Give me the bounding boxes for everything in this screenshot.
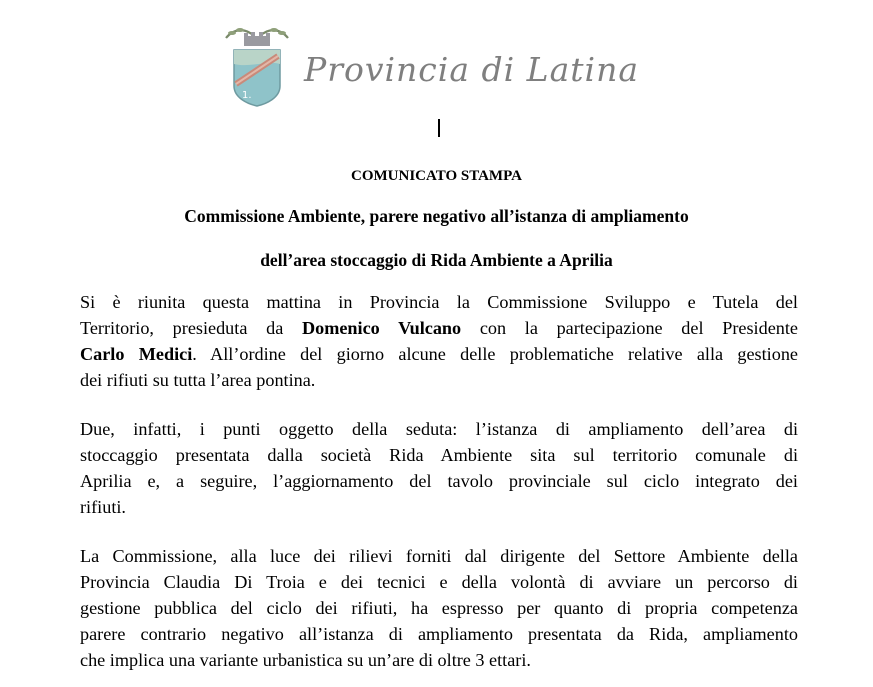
paragraph-1-line-2 (80, 315, 798, 341)
paragraph-1 (80, 289, 798, 393)
paragraph-2-line-2: stoccaggio presentata dalla società Rida Ambiente sita sul territorio comunale di (80, 445, 798, 465)
province-coat-of-arms-icon (220, 24, 294, 108)
paragraph-3-line-4: parere contrario negativo all’istanza di ampliamento presentata da Rida, ampliamento (80, 624, 798, 644)
svg-text:1.: 1. (242, 90, 252, 101)
text-segment: Territorio, presieduta da (80, 318, 302, 338)
paragraph-3-line-2: Provincia Claudia Di Troia e dei tecnici e della volontà di avviare un percorso di (80, 572, 798, 592)
paragraph-1-line-1: Si è riunita questa mattina in Provincia la Commissione Sviluppo e Tutela del (80, 292, 798, 312)
paragraph-2-line-1: Due, infatti, i punti oggetto della seduta: l’istanza di ampliamento dell’area di (80, 419, 798, 439)
paragraph-1-line-3 (80, 341, 798, 367)
chairman-name: Domenico Vulcano (301, 318, 462, 338)
paragraph-2-line-3: Aprilia e, a seguire, l’aggiornamento del tavolo provinciale sul ciclo integrato dei (80, 471, 798, 491)
brand-name: Provincia di Latina (304, 50, 639, 89)
paragraph-3-line-3: gestione pubblica del ciclo dei rifiuti, ha espresso per quanto di propria competenza (80, 598, 798, 618)
press-release-label: COMUNICATO STAMPA (351, 168, 522, 184)
headline-line-2: dell’area stoccaggio di Rida Ambiente a Aprilia (260, 250, 613, 270)
text-cursor (438, 119, 440, 137)
text-segment: . All’ordine del giorno alcune delle problematiche relative alla gestione (192, 344, 798, 364)
paragraph-3 (80, 543, 798, 673)
president-name: Carlo Medici (80, 344, 193, 364)
paragraph-2-line-4: rifiuti. (80, 497, 126, 517)
headline-line-1: Commissione Ambiente, parere negativo all’istanza di ampliamento (184, 206, 689, 226)
letterhead (220, 24, 640, 108)
paragraph-1-line-4: dei rifiuti su tutta l’area pontina. (80, 370, 316, 390)
text-segment: con la partecipazione del Presidente (461, 318, 798, 338)
paragraph-2 (80, 416, 798, 520)
paragraph-3-line-1: La Commissione, alla luce dei rilievi forniti dal dirigente del Settore Ambiente della (80, 546, 798, 566)
paragraph-3-line-5: che implica una variante urbanistica su un’are di oltre 3 ettari. (80, 650, 531, 670)
